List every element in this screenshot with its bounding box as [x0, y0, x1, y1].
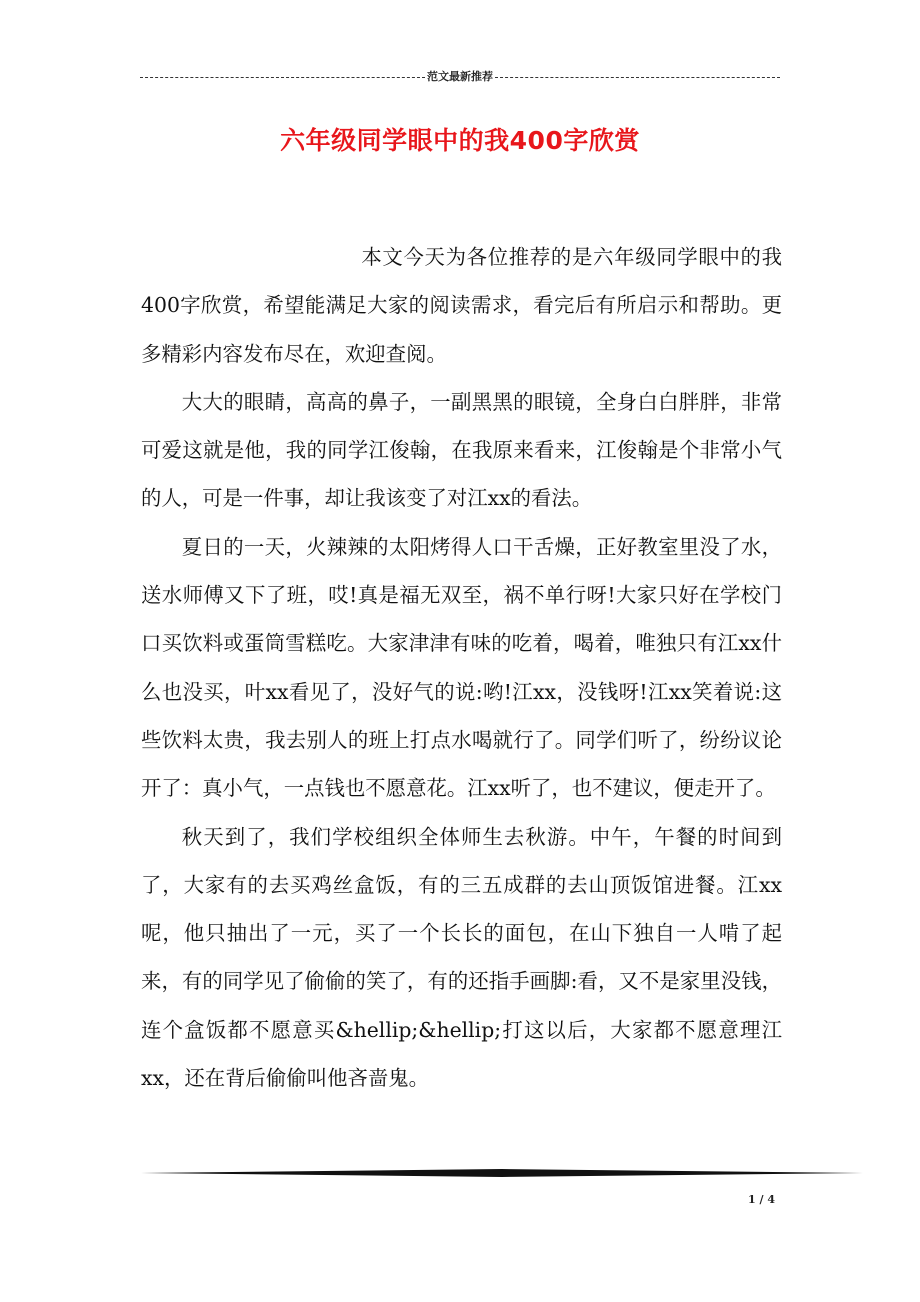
header-dash-right	[495, 77, 780, 78]
header-dash-left	[140, 77, 425, 78]
paragraph: 大大的眼睛，高高的鼻子，一副黑黑的眼镜，全身白白胖胖，非常可爱这就是他，我的同学江俊翰，在我原来看来，江俊翰是个非常小气的人，可是一件事，却让我该变了对江xx的看法。	[141, 389, 782, 511]
header-label: 范文最新推荐	[427, 70, 493, 83]
paragraph: 夏日的一天，火辣辣的太阳烤得人口干舌燥，正好教室里没了水，送水师傅又下了班，哎!真是福无双至，祸不单行呀!大家只好在学校门口买饮料或蛋筒雪糕吃。大家津津有味的吃着，喝着，唯独只有江xx什么也没买，叶xx看见了，没好气的说:哟!江xx，没钱呀!江xx笑着说:这些饮料太贵，我去别人的班上打点水喝就行了。同学们听了，纷纷议论开了：真小气，一点钱也不愿意花。江xx听了，也不建议，便走开了。	[141, 534, 782, 801]
document-body	[141, 233, 782, 1102]
paragraph-intro: 本文今天为各位推荐的是六年级同学眼中的我400字欣赏，希望能满足大家的阅读需求，看完后有所启示和帮助。更多精彩内容发布尽在，欢迎查阅。	[141, 245, 782, 366]
paragraph: 秋天到了，我们学校组织全体师生去秋游。中午，午餐的时间到了，大家有的去买鸡丝盒饭，有的三五成群的去山顶饭馆进餐。江xx呢，他只抽出了一元，买了一个长长的面包，在山下独自一人啃了起来，有的同学见了偷偷的笑了，有的还指手画脚:看，又不是家里没钱，连个盒饭都不愿意买&hellip;&hellip;打这以后，大家都不愿意理江xx，还在背后偷偷叫他吝啬鬼。	[141, 824, 782, 1091]
document-title: 六年级同学眼中的我400字欣赏	[280, 126, 640, 155]
footer-divider	[141, 1168, 863, 1178]
page-header	[140, 68, 780, 86]
page-number: 1 / 4	[748, 1193, 775, 1206]
